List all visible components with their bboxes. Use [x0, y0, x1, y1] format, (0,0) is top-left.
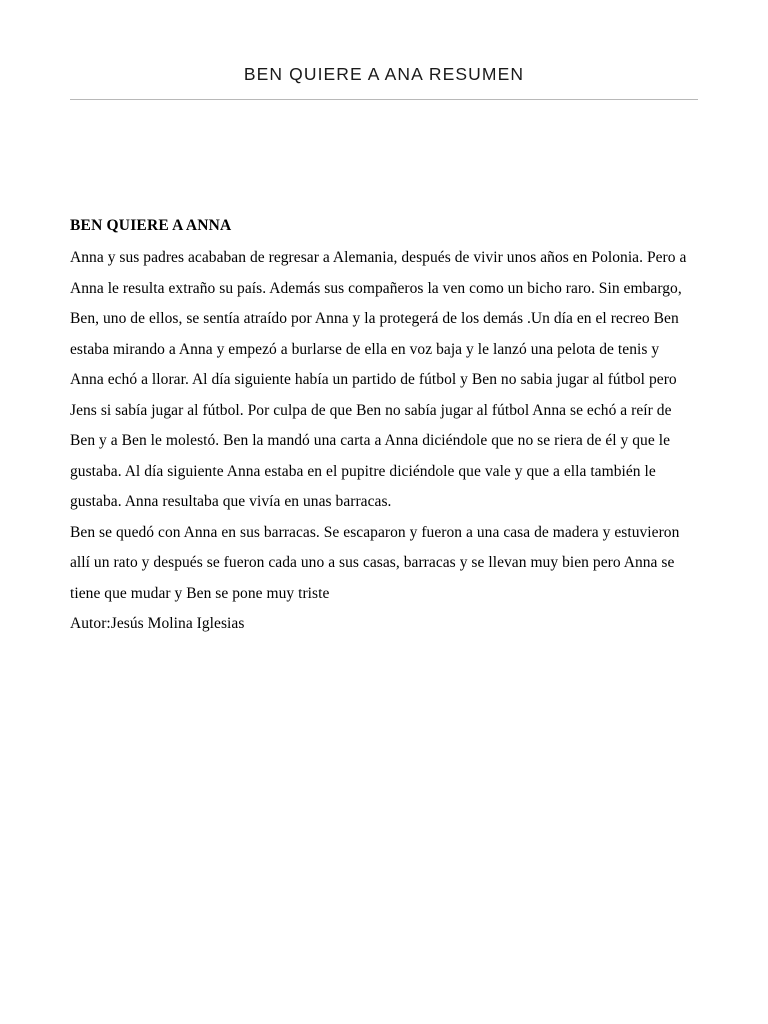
header-divider	[70, 99, 698, 100]
document-heading: BEN QUIERE A ANNA	[70, 217, 232, 234]
page-title: BEN QUIERE A ANA RESUMEN	[243, 64, 525, 84]
page-header	[70, 62, 698, 86]
paragraph: Ben se quedó con Anna en sus barracas. Se escaparon y fueron a una casa de madera y estuvieron allí un rato y después se fueron cada uno a sus casas, barracas y se llevan muy bien pero Anna se tiene que mudar y Ben se pone muy triste	[70, 523, 680, 602]
paragraph: Anna y sus padres acababan de regresar a Alemania, después de vivir unos años en Polonia. Pero a Anna le resulta extraño su país. Además sus compañeros la ven como un bicho raro. Sin embargo, Ben, uno de ellos, se sentía atraído por Anna y la protegerá de los demás .Un día en el recreo Ben estaba mirando a Anna y empezó a burlarse de ella en voz baja y le lanzó una pelota de tenis y Anna echó a llorar. Al día siguiente había un partido de fútbol y Ben no sabia jugar al fútbol pero Jens si sabía jugar al fútbol. Por culpa de que Ben no sabía jugar al fútbol Anna se echó a reír de Ben y a Ben le molestó. Ben la mandó una carta a Anna diciéndole que no se riera de él y que le gustaba. Al día siguiente Anna estaba en el pupitre diciéndole que vale y que a ella también le gustaba. Anna resultaba que vivía en unas barracas.	[70, 249, 687, 510]
author-line: Autor:Jesús Molina Iglesias	[70, 615, 245, 632]
document-body	[70, 212, 694, 640]
